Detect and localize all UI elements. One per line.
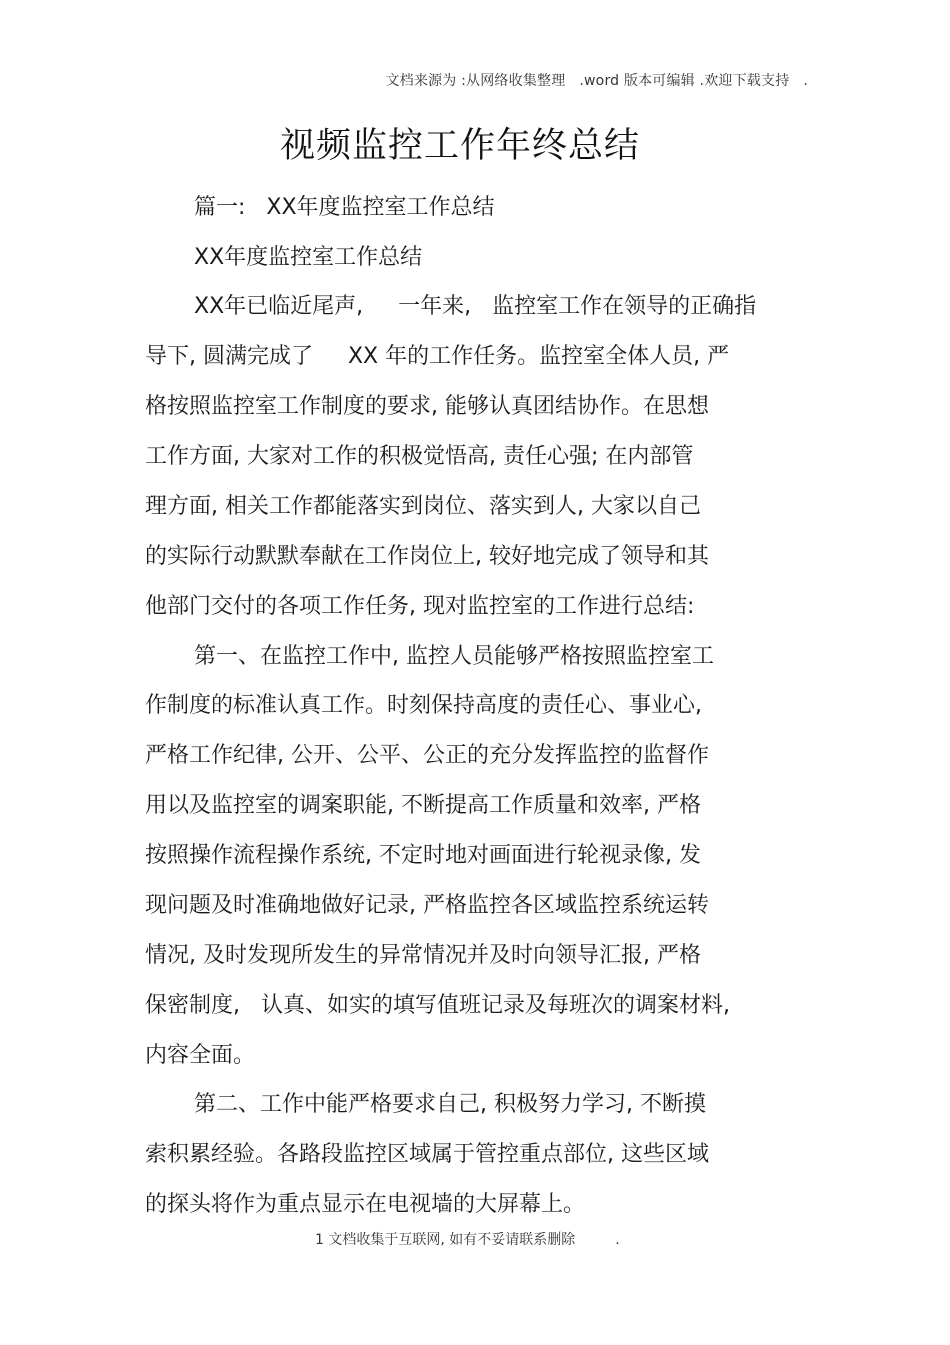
- section-heading: 篇一: XX年度监控室工作总结: [194, 195, 495, 220]
- paragraph-line: 导下, 圆满完成了 XX 年的工作任务。监控室全体人员, 严: [145, 344, 730, 369]
- paragraph-line: 保密制度, 认真、如实的填写值班记录及每班次的调案材料,: [145, 993, 730, 1018]
- paragraph-line: 理方面, 相关工作都能落实到岗位、落实到人, 大家以自己: [145, 494, 701, 519]
- document-title: 视频监控工作年终总结: [279, 126, 640, 166]
- paragraph-line: 第一、在监控工作中, 监控人员能够严格按照监控室工: [194, 644, 714, 669]
- paragraph-line: 格按照监控室工作制度的要求, 能够认真团结协作。在思想: [145, 394, 709, 419]
- footer-note: 1 文档收集于互联网, 如有不妥请联系删除 .: [315, 1232, 620, 1248]
- paragraph-line: XX年已临近尾声, 一年来, 监控室工作在领导的正确指: [194, 294, 757, 319]
- paragraph-line: 用以及监控室的调案职能, 不断提高工作质量和效率, 严格: [145, 793, 701, 818]
- paragraph-line: 的探头将作为重点显示在电视墙的大屏幕上。: [145, 1192, 586, 1217]
- paragraph-line: 索积累经验。各路段监控区域属于管控重点部位, 这些区域: [145, 1142, 709, 1167]
- paragraph-line: 按照操作流程操作系统, 不定时地对画面进行轮视录像, 发: [145, 843, 701, 868]
- paragraph-line: 第二、工作中能严格要求自己, 积极努力学习, 不断摸: [194, 1092, 706, 1117]
- paragraph-line: 情况, 及时发现所发生的异常情况并及时向领导汇报, 严格: [145, 943, 701, 968]
- paragraph-line: 工作方面, 大家对工作的积极觉悟高, 责任心强; 在内部管: [145, 444, 694, 469]
- paragraph-line: 现问题及时准确地做好记录, 严格监控各区域监控系统运转: [145, 893, 709, 918]
- paragraph-line: 的实际行动默默奉献在工作岗位上, 较好地完成了领导和其: [145, 544, 709, 569]
- header-source-note: 文档来源为 :从网络收集整理 .word 版本可编辑 .欢迎下载支持 .: [385, 73, 808, 89]
- paragraph-line: 严格工作纪律, 公开、公平、公正的充分发挥监控的监督作: [145, 743, 709, 768]
- paragraph-line: 内容全面。: [145, 1043, 256, 1068]
- subtitle-line: XX年度监控室工作总结: [194, 245, 423, 270]
- paragraph-line: 作制度的标准认真工作。时刻保持高度的责任心、事业心,: [145, 693, 702, 718]
- paragraph-line: 他部门交付的各项工作任务, 现对监控室的工作进行总结:: [145, 594, 695, 619]
